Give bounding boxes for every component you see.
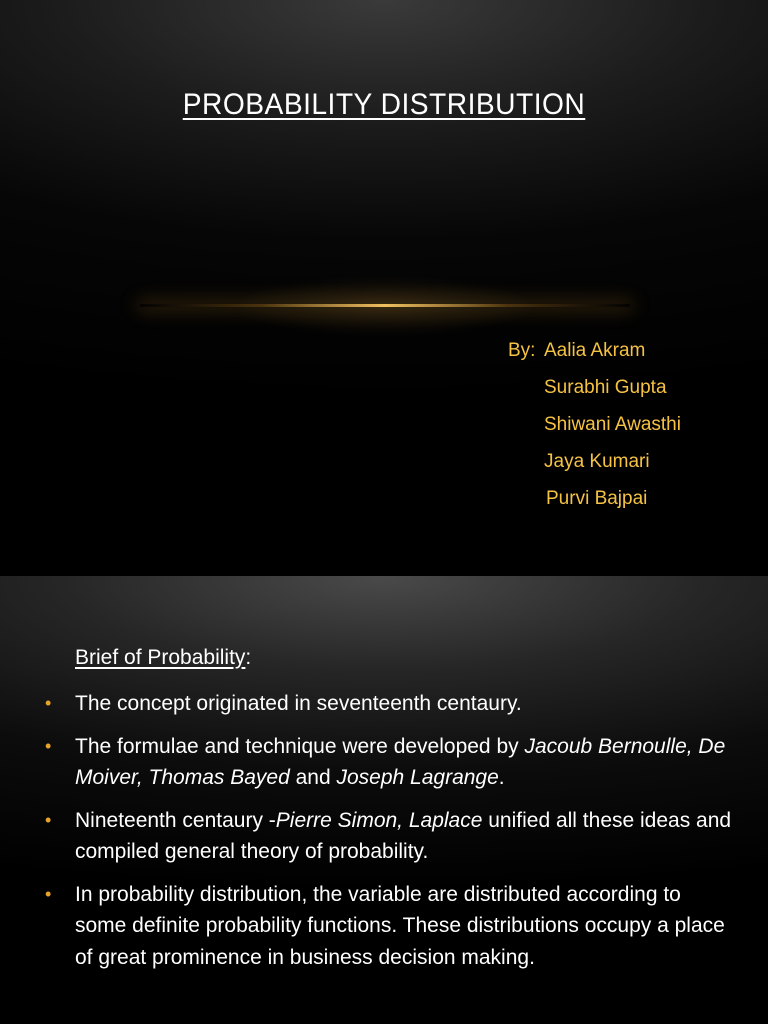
bullet-icon: • [45, 693, 52, 713]
author-row [508, 332, 681, 369]
subheading-text: Brief of Probability [75, 646, 246, 669]
author-row [508, 480, 681, 517]
bullet-italic: Pierre Simon, Laplace [275, 808, 483, 832]
author-row [508, 406, 681, 443]
bullet-text: . [498, 766, 505, 789]
subheading [75, 646, 251, 670]
bullet-icon: • [45, 883, 52, 904]
author-name: Shiwani Awasthi [544, 414, 681, 435]
list-item [45, 731, 735, 794]
author-name: Surabhi Gupta [544, 377, 667, 398]
decorative-divider-line [140, 304, 630, 307]
slide-brief [0, 576, 768, 1024]
author-name: Jaya Kumari [544, 451, 650, 472]
author-list [508, 332, 681, 517]
bullet-text: Nineteenth centaury - [75, 808, 276, 832]
author-name: Aalia Akram [544, 340, 646, 361]
bullet-icon: • [45, 735, 52, 756]
bullet-list [45, 688, 735, 984]
by-label: By: [508, 340, 536, 361]
bullet-italic: Joseph Lagrange [336, 766, 499, 789]
list-item [45, 805, 735, 868]
bullet-text: The concept originated in seventeenth centaury. [75, 692, 522, 715]
bullet-italic: Jacoub Bernoulle, De Moiver, Thomas Bayed [75, 734, 726, 789]
bullet-text: The formulae and technique were developed by [75, 734, 525, 758]
bullet-text: unified all these ideas and compiled general theory of probability. [75, 808, 732, 863]
author-name: Purvi Bajpai [546, 488, 648, 509]
list-item [45, 879, 735, 974]
author-row [508, 443, 681, 480]
bullet-text: and [289, 766, 337, 789]
bullet-icon: • [45, 809, 52, 830]
slide-title-heading: PROBABILITY DISTRIBUTION [182, 88, 586, 121]
bullet-text: In probability distribution, the variable are distributed according to some definite probability functions. These distributions occupy a place of great prominence in business decision making. [75, 882, 725, 969]
author-row [508, 369, 681, 406]
subheading-suffix: : [245, 646, 252, 669]
list-item [45, 688, 735, 720]
